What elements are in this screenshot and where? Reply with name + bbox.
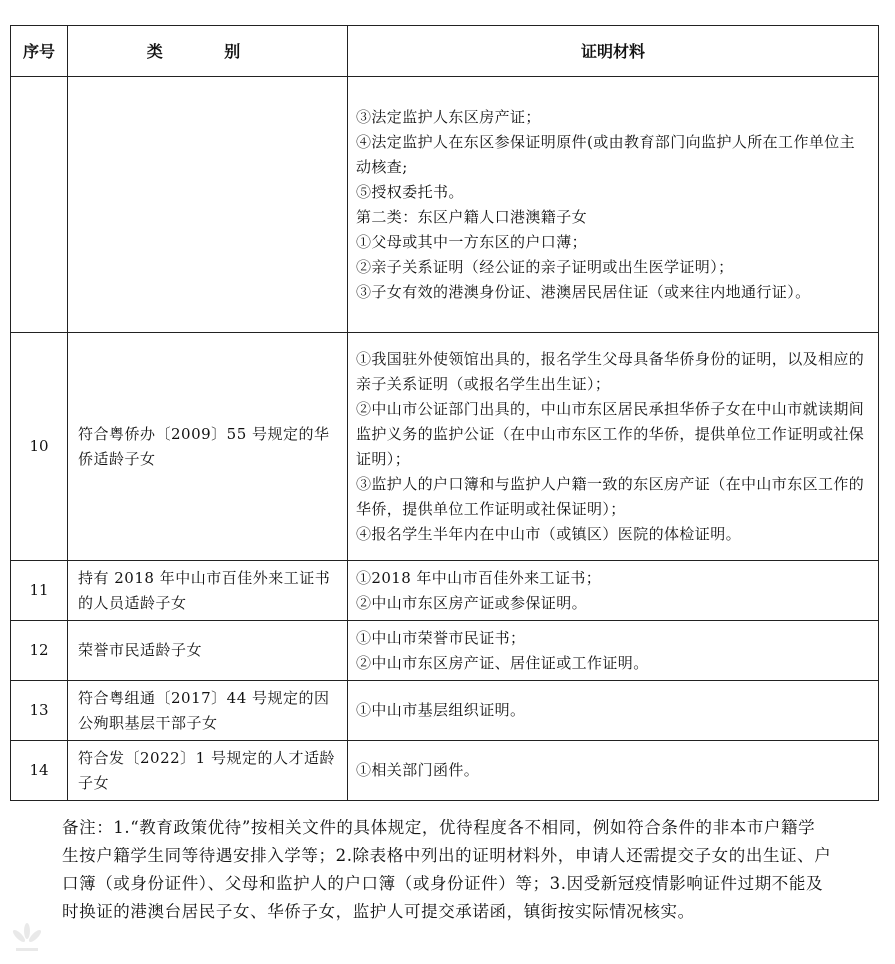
row-number: 14 [11, 741, 68, 801]
material-item: ①中山市荣誉市民证书； [356, 628, 526, 647]
material-item: ⑤授权委托书。 [356, 182, 464, 201]
row-number [11, 77, 68, 333]
material-item: ②中山市东区房产证、居住证或工作证明。 [356, 653, 649, 672]
material-item: ③监护人的户口簿和与监护人户籍一致的东区房产证（在中山市东区工作的华侨，提供单位工作证明或社保证明）； [356, 474, 865, 518]
material-item: 第二类：东区户籍人口港澳籍子女 [356, 207, 588, 226]
material-item: ①我国驻外使领馆出具的，报名学生父母具备华侨身份的证明，以及相应的亲子关系证明（或报名学生出生证）； [356, 349, 865, 393]
row-materials [348, 561, 879, 621]
table-row [11, 333, 879, 561]
table-row [11, 741, 879, 801]
row-category [68, 77, 348, 333]
row-number: 11 [11, 561, 68, 621]
row-number: 13 [11, 681, 68, 741]
row-category: 符合粤组通〔2017〕44 号规定的因公殉职基层干部子女 [68, 681, 348, 741]
row-category: 持有 2018 年中山市百佳外来工证书的人员适龄子女 [68, 561, 348, 621]
table-row [11, 561, 879, 621]
material-item: ③法定监护人东区房产证； [356, 107, 541, 126]
header-no: 序号 [11, 26, 68, 77]
row-materials [348, 681, 879, 741]
header-materials: 证明材料 [348, 26, 879, 77]
row-number: 10 [11, 333, 68, 561]
footnote: 备注：1.“教育政策优待”按相关文件的具体规定，优待程度各不相同，例如符合条件的非本市户籍学生按户籍学生同等待遇安排入学等；2.除表格中列出的证明材料外，申请人还需提交子女的出生证、户口簿（或身份证件）、父母和监护人的户口簿（或身份证件）等；3.因受新冠疫情影响证件过期不能及时换证的港澳台居民子女、华侨子女，监护人可提交承诺函，镇街按实际情况核实。 [62, 818, 832, 921]
material-item: ④报名学生半年内在中山市（或镇区）医院的体检证明。 [356, 524, 742, 543]
row-number: 12 [11, 621, 68, 681]
material-item: ①2018 年中山市百佳外来工证书； [356, 568, 602, 587]
material-item: ②亲子关系证明（经公证的亲子证明或出生医学证明）； [356, 257, 734, 276]
material-item: ①父母或其中一方东区的户口薄； [356, 232, 588, 251]
row-materials [348, 77, 879, 333]
material-item: ②中山市公证部门出具的，中山市东区居民承担华侨子女在中山市就读期间监护义务的监护公证（在中山市东区工作的华侨，提供单位工作证明或社保证明）； [356, 399, 865, 468]
row-materials [348, 333, 879, 561]
row-materials [348, 621, 879, 681]
table-header-row [11, 26, 879, 77]
material-item: ①中山市基层组织证明。 [356, 701, 526, 719]
table-row [11, 681, 879, 741]
table-row [11, 621, 879, 681]
watermark-logo [10, 922, 44, 956]
materials-table [10, 25, 879, 801]
header-category [68, 26, 348, 77]
material-item: ②中山市东区房产证或参保证明。 [356, 593, 588, 612]
row-category: 符合粤侨办〔2009〕55 号规定的华侨适龄子女 [68, 333, 348, 561]
table-row [11, 77, 879, 333]
material-item: ④法定监护人在东区参保证明原件(或由教育部门向监护人所在工作单位主动核查; [356, 132, 856, 176]
header-category-label: 类 别 [146, 41, 269, 61]
row-category: 荣誉市民适龄子女 [68, 621, 348, 681]
material-item: ③子女有效的港澳身份证、港澳居民居住证（或来往内地通行证）。 [356, 282, 811, 301]
row-materials [348, 741, 879, 801]
material-item: ①相关部门函件。 [356, 761, 480, 779]
row-category: 符合发〔2022〕1 号规定的人才适龄子女 [68, 741, 348, 801]
